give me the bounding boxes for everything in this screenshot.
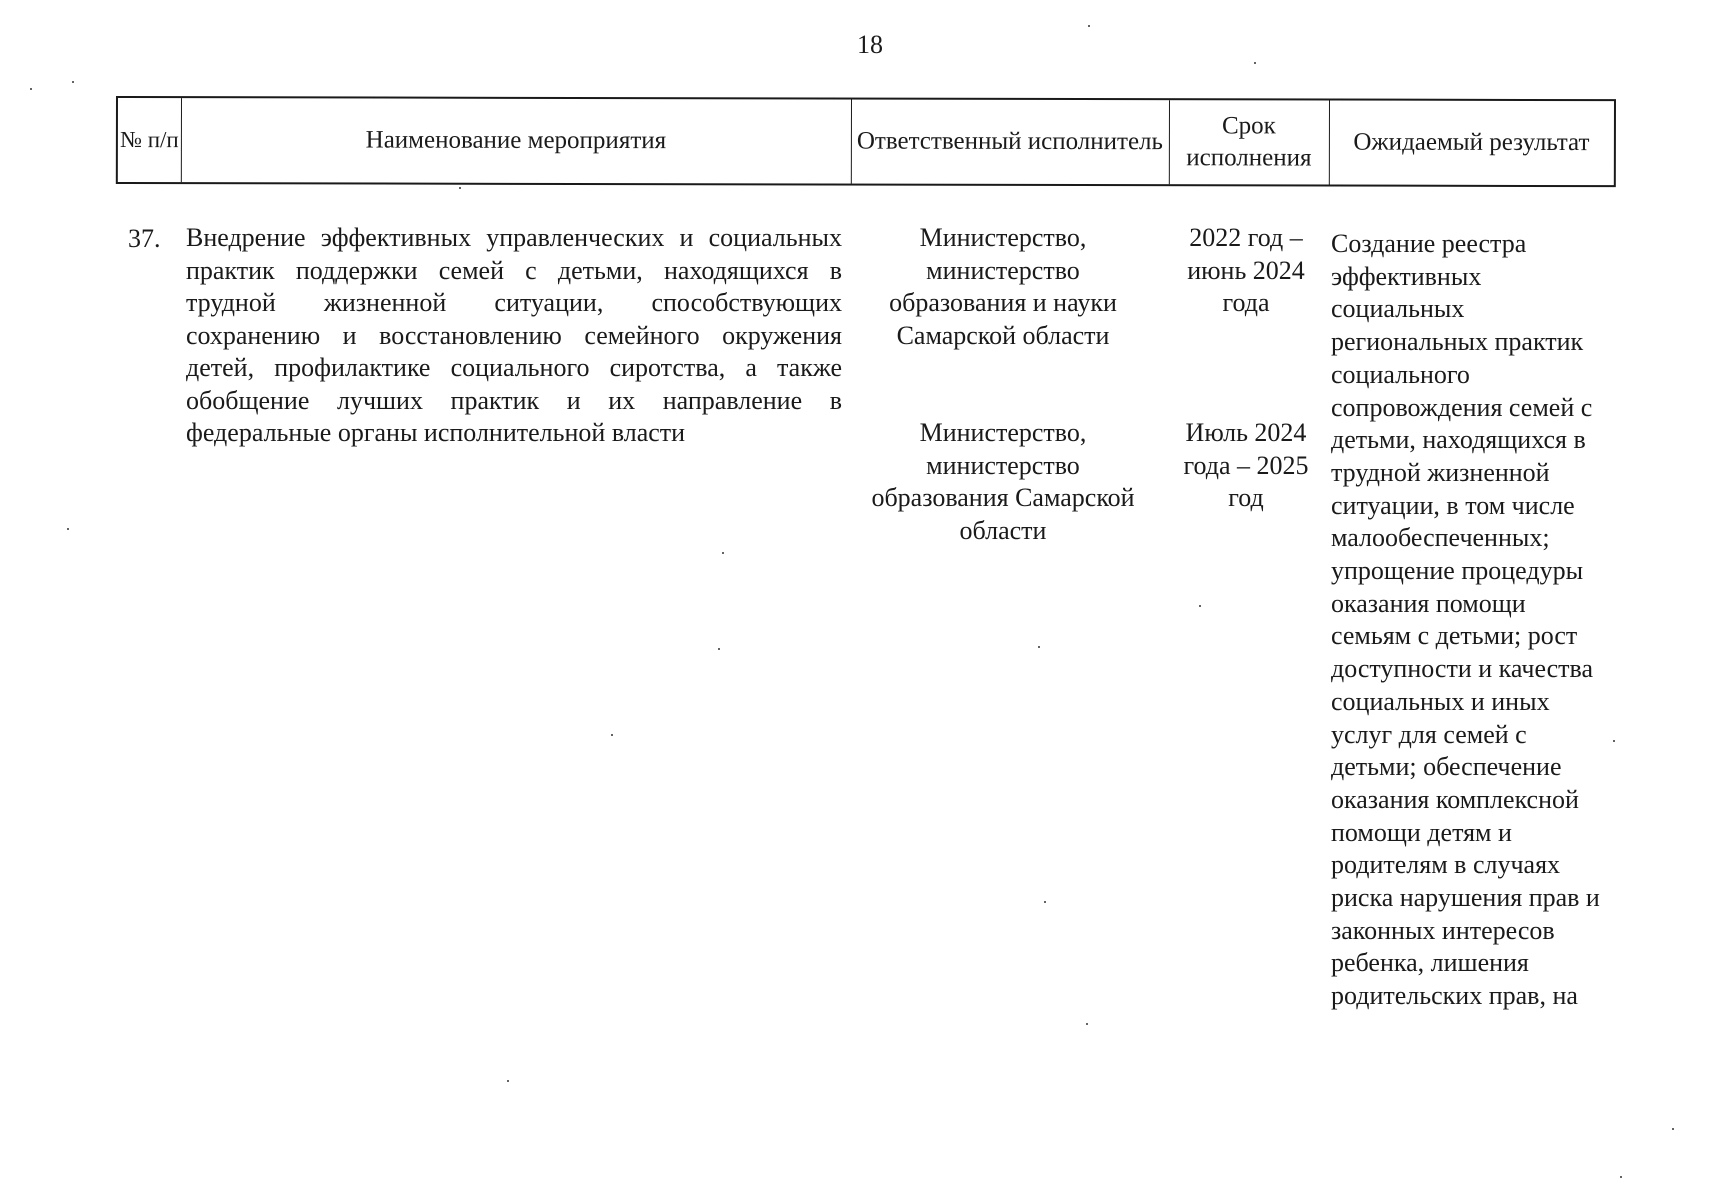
header-responsible: Ответственный исполнитель — [856, 127, 1163, 156]
page-number: 18 — [857, 30, 883, 59]
scan-speck — [67, 528, 69, 530]
scan-speck — [30, 88, 32, 90]
table-header — [116, 96, 1616, 187]
measure-name-text: Внедрение эффективных управленческих и социальных практик поддержки семей с детьми, находящихся в трудной жизненной ситуации, способствующих сохранению и восстановлению семейного окружения детей, профилактике социального сиротства, а также обобщение лучших практик и их направление в федеральные органы исполнительной власти — [186, 223, 842, 447]
responsible-executor-1: Министерство, министерство образования и науки Самарской области — [889, 223, 1117, 350]
header-name: Наименование мероприятия — [365, 126, 667, 155]
header-num: № п/п — [120, 127, 179, 153]
scan-speck — [72, 81, 74, 83]
scan-speck — [718, 648, 720, 650]
scan-speck — [1088, 25, 1090, 27]
execution-term-1: 2022 год – июнь 2024 года — [1187, 223, 1305, 317]
scan-speck — [1038, 646, 1040, 648]
scan-speck — [1620, 1176, 1622, 1178]
scan-speck — [722, 552, 724, 554]
scan-speck — [459, 187, 461, 189]
scan-speck — [507, 1080, 509, 1082]
scan-speck — [1086, 1023, 1088, 1025]
responsible-executor-2: Министерство, министерство образования Самарской области — [871, 418, 1135, 545]
scan-speck — [1254, 62, 1256, 64]
scan-speck — [1672, 1128, 1674, 1130]
scan-speck — [611, 734, 613, 736]
scan-speck — [1613, 740, 1615, 742]
expected-result: Создание реестра эффективных социальных региональных практик социального сопровождения семей с детьми, находящихся в трудной жизненной ситуации, в том числе малообеспеченных; упрощение процедуры оказания помощи семьям с детьми; рост доступности и качества социальных и иных услуг для семей с детьми; обеспечение оказания комплексной помощи детям и родителям в случаях риска нарушения прав и законных интересов ребенка, лишения родительских прав, на — [1331, 229, 1600, 1011]
header-term: Срок исполнения — [1186, 112, 1312, 172]
execution-term-2: Июль 2024 года – 2025 год — [1183, 418, 1309, 512]
row-number: 37. — [128, 224, 161, 253]
header-result: Ожидаемый результат — [1353, 128, 1590, 157]
scan-speck — [1044, 901, 1046, 903]
measure-name — [186, 222, 842, 450]
scan-speck — [1199, 605, 1201, 607]
